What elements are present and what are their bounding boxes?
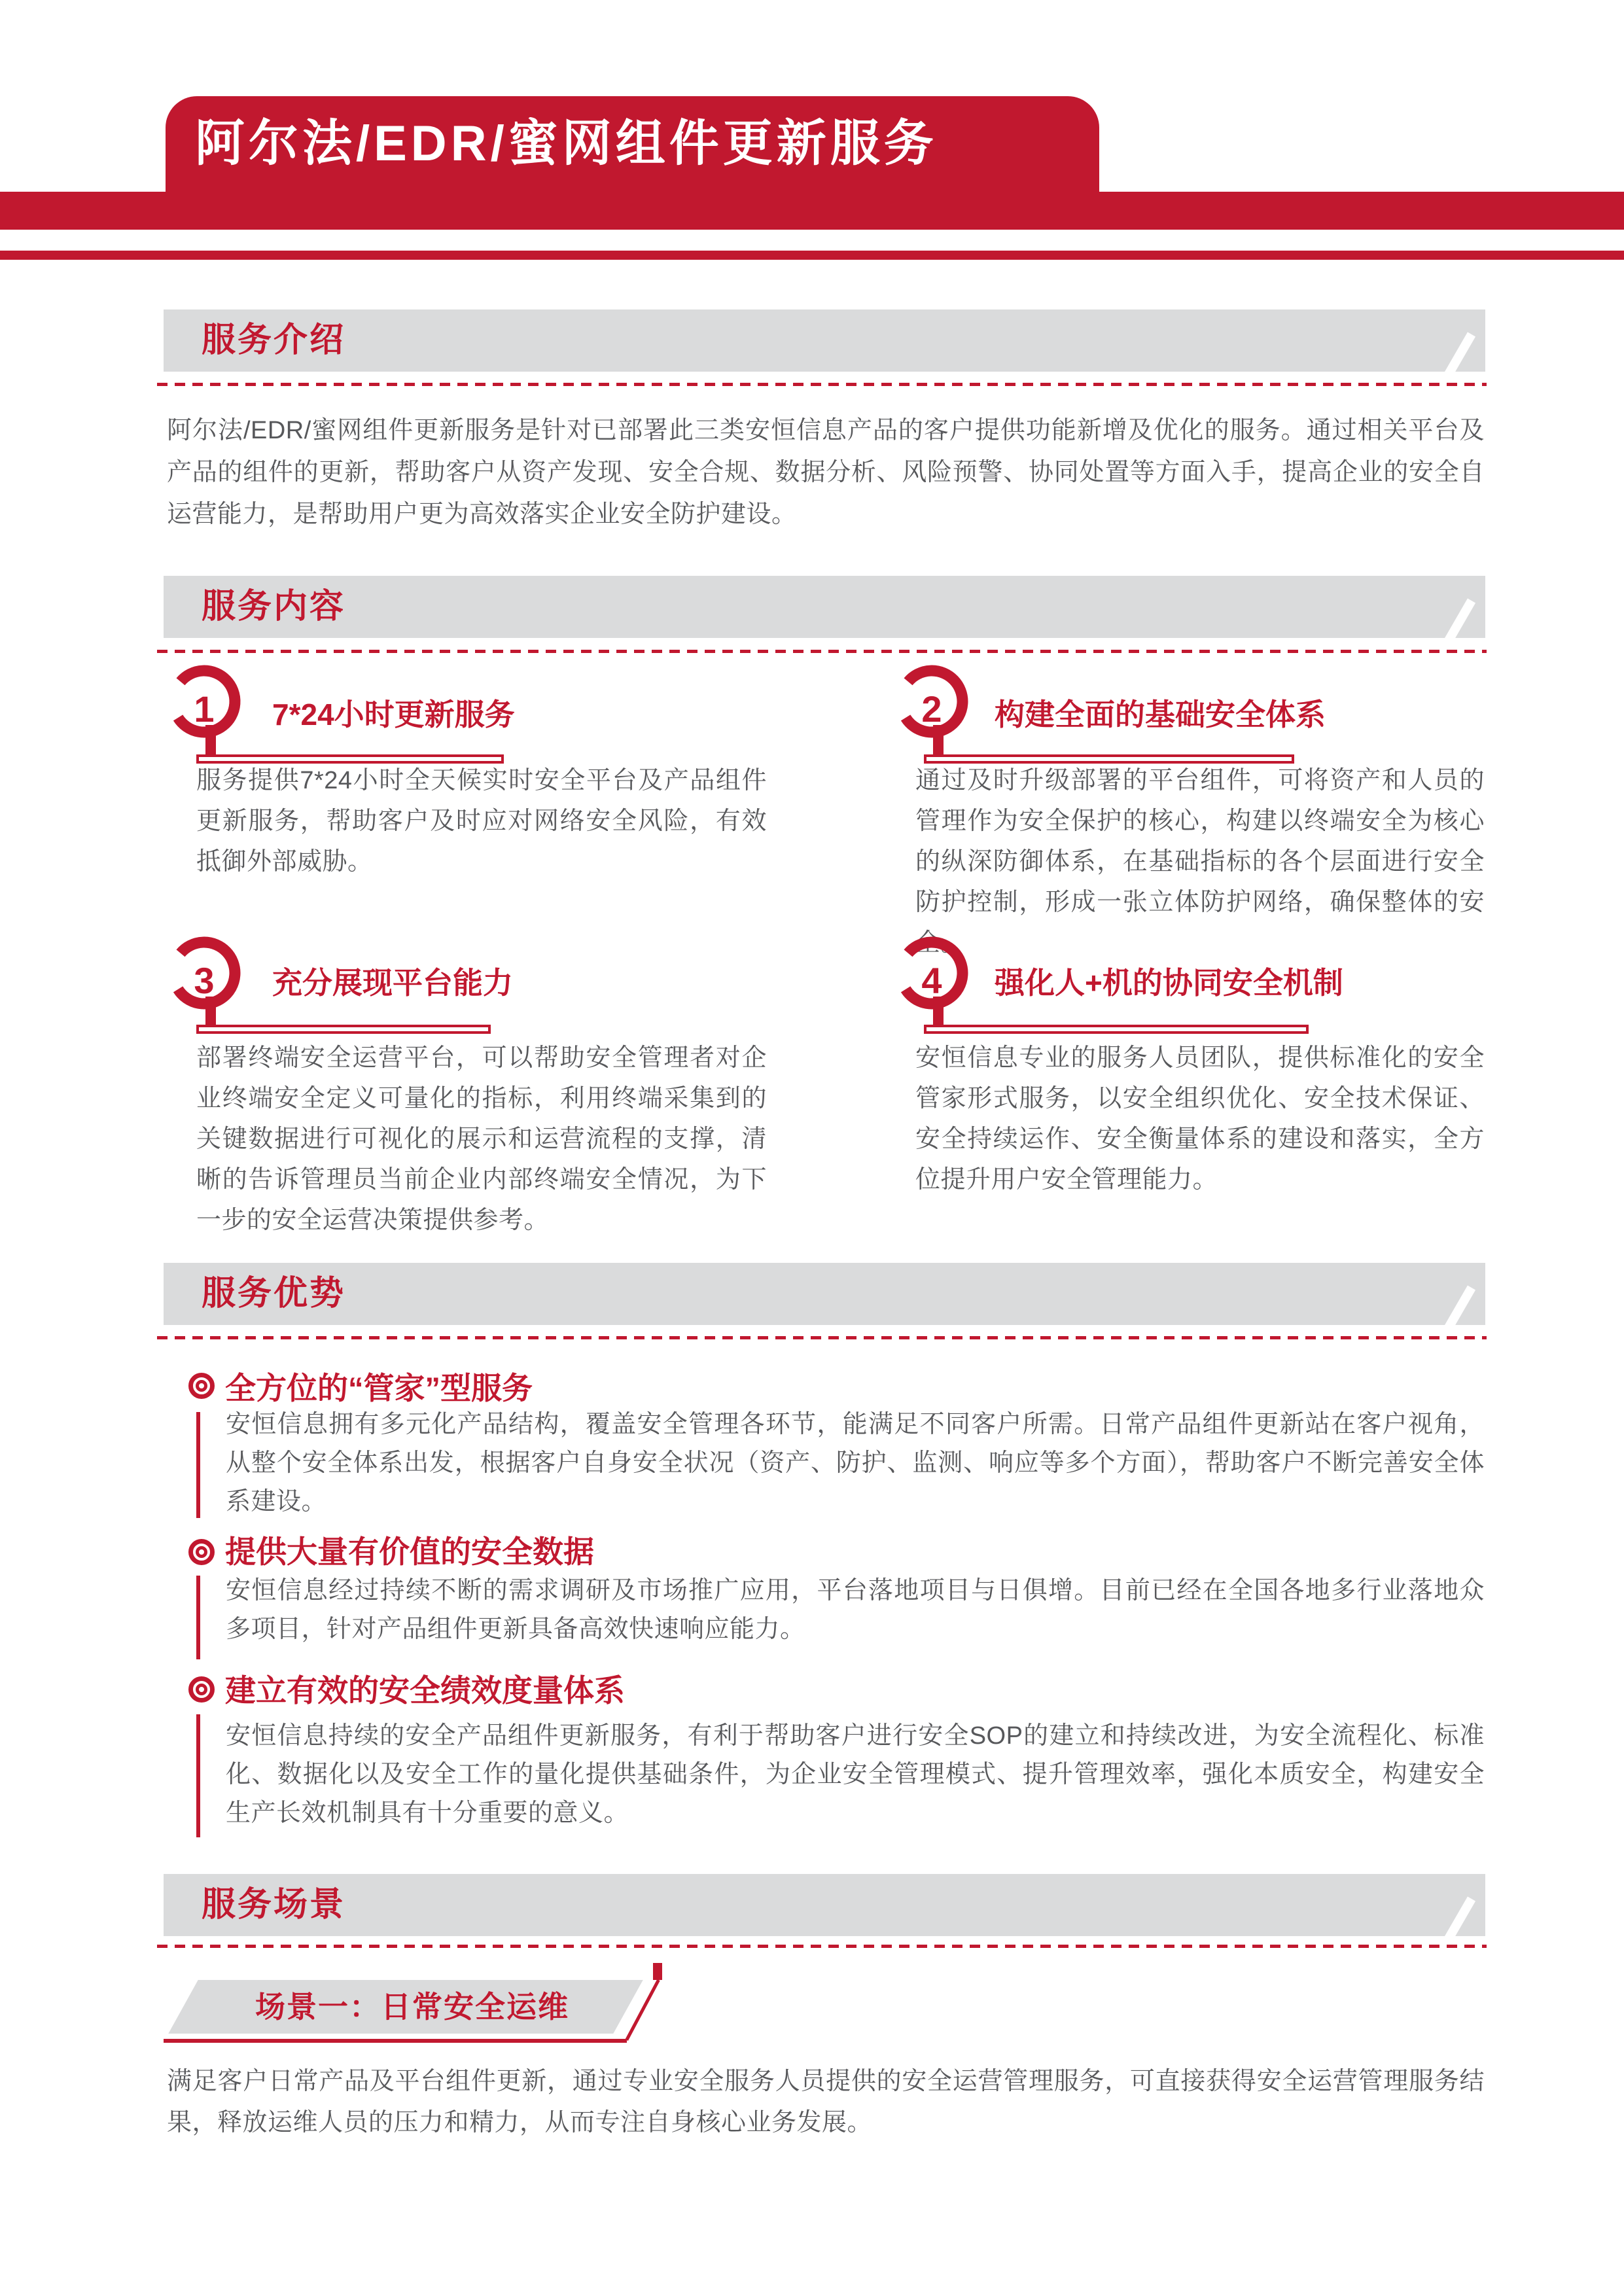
section-title-advantages: 服务优势: [202, 1275, 346, 1313]
advantage-body: 安恒信息经过持续不断的需求调研及市场推广应用，平台落地项目与日俱增。目前已经在全国各地多行业落地众多项目，针对产品组件更新具备高效快速响应能力。: [226, 1577, 1485, 1643]
item-underline: [196, 1025, 491, 1034]
item-title: 构建全面的基础安全体系: [995, 698, 1326, 732]
dashed-divider: [157, 383, 1487, 386]
section-banner-scenarios: [164, 1874, 1485, 1936]
bullseye-icon: [188, 1373, 215, 1399]
item-number: 3: [194, 960, 215, 1001]
advantage-body: 安恒信息拥有多元化产品结构，覆盖安全管理各环节，能满足不同客户所需。日常产品组件更新站在客户视角，从整个安全体系出发，根据客户自身安全状况（资产、防护、监测、响应等多个方面），帮助客户不断完善安全体系建设。: [226, 1411, 1485, 1515]
section-banner-intro: [164, 309, 1485, 372]
item-number: 1: [194, 688, 215, 730]
dashed-divider: [157, 650, 1487, 653]
advantage-bar: [196, 1714, 200, 1837]
scenario-title: 场景一：日常安全运维: [255, 1990, 569, 2024]
item-body: 服务提供7*24小时全天候实时安全平台及产品组件更新服务，帮助客户及时应对网络安全风险，有效抵御外部威胁。: [196, 767, 767, 875]
scenario-body: 满足客户日常产品及平台组件更新，通过专业安全服务人员提供的安全运营管理服务，可直接获得安全运营管理服务结果，释放运维人员的压力和精力，从而专注自身核心业务发展。: [167, 2068, 1485, 2136]
slash-decoration: [1432, 1897, 1475, 1937]
item-number: 4: [921, 960, 942, 1001]
slash-decoration: [1432, 1286, 1475, 1326]
advantage-bar: [196, 1412, 200, 1518]
header-red-stripe: [0, 251, 1624, 260]
dashed-divider: [157, 1336, 1487, 1339]
scenario-tick: [653, 1963, 662, 1980]
item-number: 2: [921, 688, 942, 730]
section-title-scenarios: 服务场景: [202, 1886, 346, 1924]
dashed-divider: [157, 1945, 1487, 1948]
advantage-body: 安恒信息持续的安全产品组件更新服务，有利于帮助客户进行安全SOP的建立和持续改进，为安全流程化、标准化、数据化以及安全工作的量化提供基础条件，为企业安全管理模式、提升管理效率，强化本质安全，构建安全生产长效机制具有十分重要的意义。: [226, 1722, 1485, 1827]
item-title: 7*24小时更新服务: [272, 698, 515, 732]
section-banner-advantages: [164, 1263, 1485, 1325]
section-banner-content: [164, 576, 1485, 638]
item-body: 通过及时升级部署的平台组件，可将资产和人员的管理作为安全保护的核心，构建以终端安全为核心的纵深防御体系，在基础指标的各个层面进行安全防护控制，形成一张立体防护网络，确保整体的安全。: [915, 767, 1485, 957]
page-title: 阿尔法/EDR/蜜网组件更新服务: [195, 116, 938, 171]
section-title-intro: 服务介绍: [202, 321, 346, 359]
scenario-underline: [164, 2039, 627, 2043]
advantage-title: 提供大量有价值的安全数据: [225, 1534, 594, 1569]
item-underline: [924, 1025, 1309, 1034]
item-title: 充分展现平台能力: [272, 966, 513, 1000]
header-red-band: [0, 192, 1624, 230]
item-body: 安恒信息专业的服务人员团队，提供标准化的安全管家形式服务，以安全组织优化、安全技术保证、安全持续运作、安全衡量体系的建设和落实，全方位提升用户安全管理能力。: [915, 1044, 1485, 1193]
bullseye-icon: [188, 1539, 215, 1565]
slash-decoration: [1432, 599, 1475, 639]
advantage-title: 全方位的“管家”型服务: [225, 1371, 533, 1405]
bullseye-icon: [188, 1676, 215, 1703]
item-body: 部署终端安全运营平台，可以帮助安全管理者对企业终端安全定义可量化的指标，利用终端采集到的关键数据进行可视化的展示和运营流程的支撑，清晰的告诉管理员当前企业内部终端安全情况，为下一步的安全运营决策提供参考。: [196, 1044, 767, 1234]
section-title-content: 服务内容: [202, 588, 346, 626]
advantage-title: 建立有效的安全绩效度量体系: [225, 1673, 625, 1708]
advantage-bar: [196, 1576, 200, 1659]
intro-paragraph: 阿尔法/EDR/蜜网组件更新服务是针对已部署此三类安恒信息产品的客户提供功能新增及优化的服务。通过相关平台及产品的组件的更新，帮助客户从资产发现、安全合规、数据分析、风险预警、协同处置等方面入手，提高企业的安全自运营能力，是帮助用户更为高效落实企业安全防护建设。: [167, 417, 1485, 528]
item-title: 强化人+机的协同安全机制: [995, 966, 1343, 1000]
slash-decoration: [1432, 332, 1475, 372]
